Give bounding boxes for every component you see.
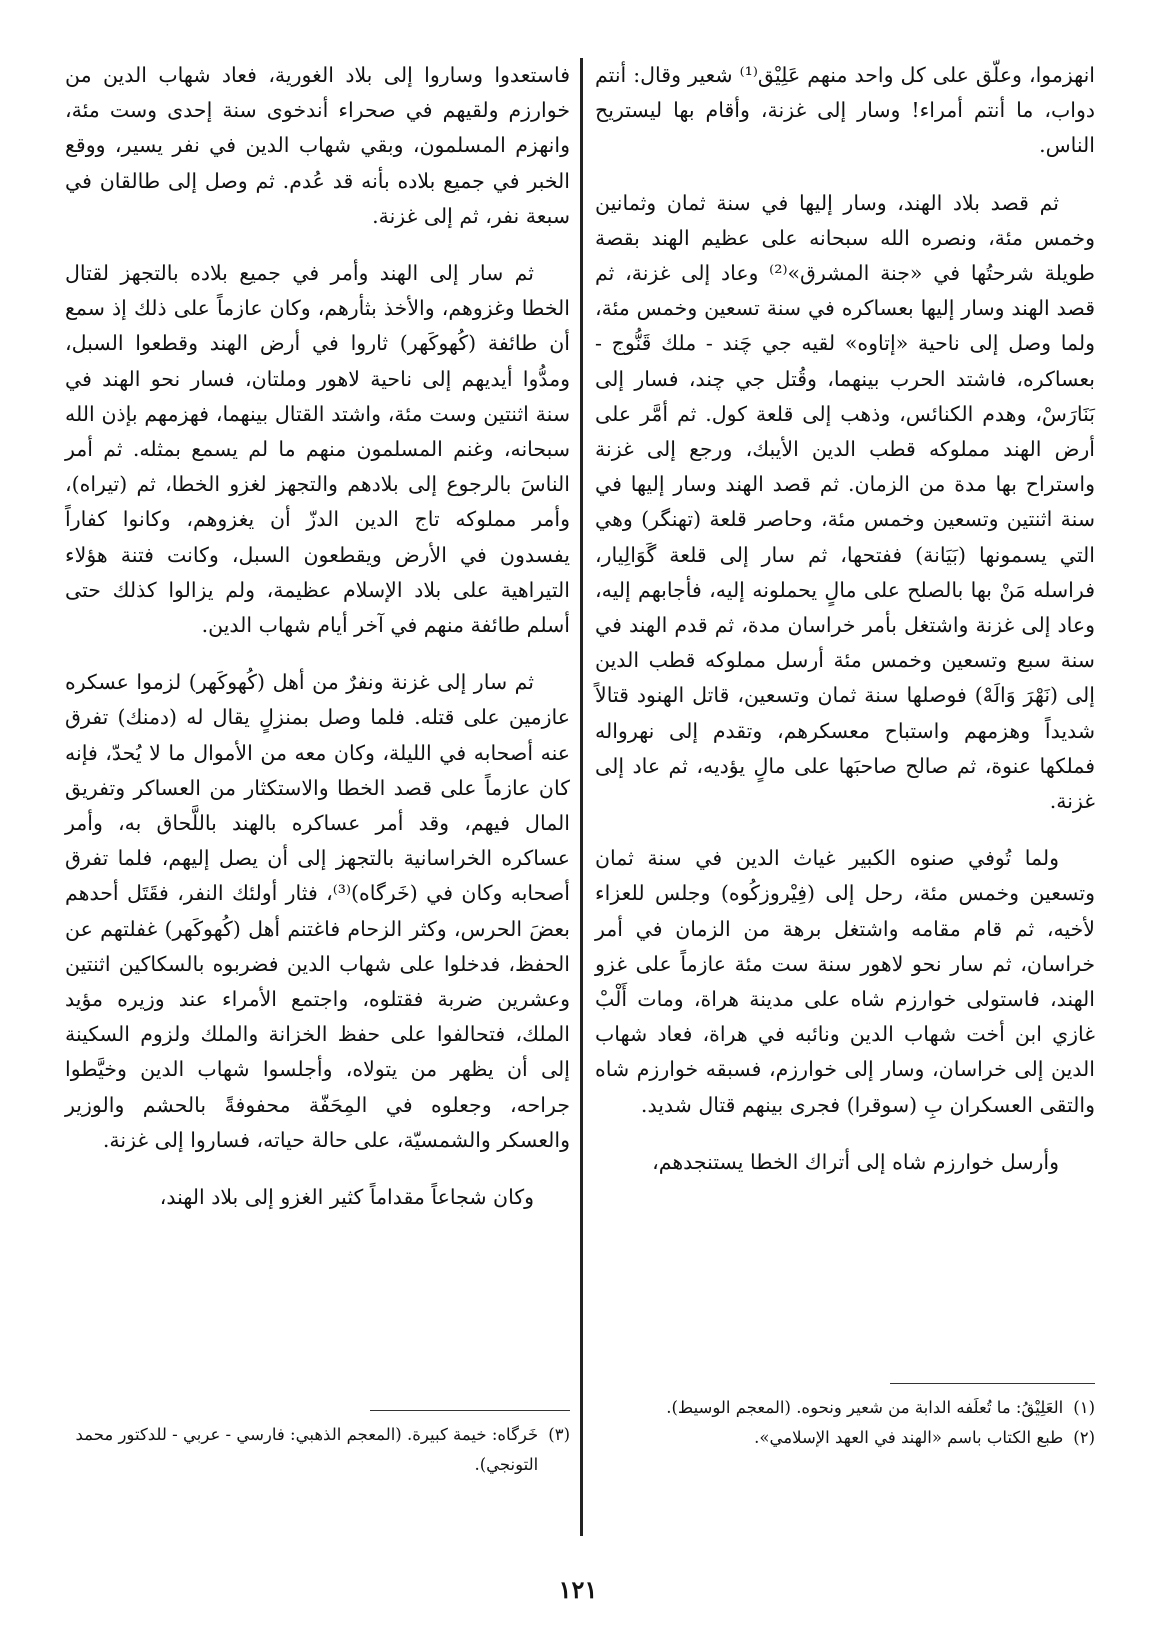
footnote (595, 1423, 1095, 1453)
footnotes-left (65, 1420, 570, 1480)
page-number: ١٢١ (558, 1575, 598, 1604)
footnote-number: (٣) (548, 1425, 570, 1444)
paragraph: وكان شجاعاً مقداماً كثير الغزو إلى بلاد الهند، (159, 1185, 534, 1210)
column-divider (580, 58, 583, 1536)
paragraph: ولما تُوفي صنوه الكبير غياث الدين في سنة ثمان وتسعين وخمس مئة، رحل إلى (فِيْروزكُوه) وجلس للعزاء لأخيه، ثم قام مقامه واشتغل برهة من الزمان في أمر خراسان، ثم سار نحو لاهور سنة ست مئة عازماً على غزو الهند، فاستولى خوارزم شاه على مدينة هراة، ومات أَلْبْ غازي ابن أخت شهاب الدين ونائبه في هراة، فعاد شهاب الدين إلى خراسان، وسار إلى خوارزم، فسبقه خوارزم شاه والتقى العسكران بِ (سوقرا) فجرى بينهم قتال شديد. (595, 846, 1095, 1117)
footnote (595, 1393, 1095, 1423)
paragraph: ثم قصد بلاد الهند، وسار إليها في سنة ثمان وثمانين وخمس مئة، ونصره الله سبحانه على عظيم الهند بقصة طويلة شرحتُها في «جنة المشرق»⁽²⁾ وعاد إلى غزنة، ثم قصد الهند وسار إليها بعساكره في سنة تسعين وخمس مئة، ولما وصل إلى ناحية «إتاوه» لقيه جي چَند - ملك قَنُّوج - بعساكره، فاشتد الحرب بينهما، وقُتل جي چند، فسار إلى بَنَارَسْ، وهدم الكنائس، وذهب إلى قلعة كول. ثم أمَّر على أرض الهند مملوكه قطب الدين الأيبك، ورجع إلى غزنة واستراح بها مدة من الزمان. ثم قصد الهند وسار إليها في سنة اثنتين وتسعين وخمس مئة، وحاصر قلعة (تهنگر) وهي التي يسمونها (بَيَانة) ففتحها، ثم سار إلى قلعة گَوَالِيار، فراسله مَنْ بها بالصلح على مالٍ يحملونه إليه، فأجابهم إليه، وعاد إلى غزنة واشتغل بأمر خراسان مدة، ثم قدم الهند في سنة سبع وتسعين وخمس مئة أرسل مملوكه قطب الدين إلى (نَهْرَ وَالَهْ) فوصلها سنة ثمان وتسعين، قاتل الهنود قتالاً شديداً وهزمهم واستباح معسكرهم، وتقدم إلى نهرواله فملكها عنوة، ثم صالح صاحبَها على مالٍ يؤديه، ثم عاد إلى غزنة. (595, 190, 1095, 814)
footnotes-right (595, 1393, 1095, 1453)
left-column (65, 58, 570, 1237)
paragraph: انهزموا، وعلّق على كل واحد منهم عَلِيْق⁽¹⁾ شعير وقال: أنتم دواب، ما أنتم أمراء! وسار إلى غزنة، وأقام بها ليستريح الناس. (595, 63, 1096, 158)
footnote-text: العَلِيْقُ: ما تُعلَفه الدابة من شعير ونحوه. (المعجم الوسيط). (666, 1398, 1064, 1417)
paragraph: وأرسل خوارزم شاه إلى أتراك الخطا يستنجدهم، (652, 1149, 1059, 1174)
paragraph: ثم سار إلى الهند وأمر في جميع بلاده بالتجهز لقتال الخطا وغزوهم، والأخذ بثأرهم، وكان عازماً على ذلك إذ سمع أن طائفة (كُهوكَهر) ثاروا في أرض الهند وقطعوا السبل، ومدُّوا أيديهم إلى ناحية لاهور وملتان، فسار نحو الهند في سنة اثنتين وست مئة، واشتد القتال بينهما، فهزمهم بإذن الله سبحانه، وغنم المسلمون منهم ما لم يسمع بمثله. ثم أمر الناسَ بالرجوع إلى بلادهم والتجهز لغزو الخطا، ثم (تيراه)، وأمر مملوكه تاج الدين الدزّ أن يغزوهم، وكانوا كفاراً يفسدون في الأرض ويقطعون السبل، وكانت فتنة هؤلاء التيراهية على بلاد الإسلام عظيمة، ولم يزالوا كذلك حتى أسلم طائفة منهم في آخر أيام شهاب الدين. (65, 261, 570, 638)
footnote-number: (١) (1073, 1398, 1095, 1417)
footnote-rule (370, 1410, 570, 1411)
footnote-rule (890, 1383, 1095, 1384)
footnote (65, 1420, 570, 1480)
footnote-text: طبع الكتاب باسم «الهند في العهد الإسلامي». (754, 1428, 1064, 1447)
footnote-number: (٢) (1073, 1428, 1095, 1447)
paragraph: فاستعدوا وساروا إلى بلاد الغورية، فعاد شهاب الدين من خوارزم ولقيهم في صحراء أندخوى سنة إحدى وست مئة، وانهزم المسلمون، وبقي شهاب الدين في نفر يسير، ووقع الخبر في جميع بلاده بأنه قد عُدم. ثم وصل إلى طالقان في سبعة نفر، ثم إلى غزنة. (65, 63, 570, 228)
right-column (595, 58, 1095, 1202)
footnote-text: خَرگاه: خيمة كبيرة. (المعجم الذهبي: فارسي - عربي - للدكتور محمد التونجي). (75, 1425, 539, 1474)
paragraph: ثم سار إلى غزنة ونفرٌ من أهل (كُهوكَهر) لزموا عسكره عازمين على قتله. فلما وصل بمنزلٍ يقال له (دمنك) تفرق عنه أصحابه في الليلة، وكان معه من الأموال ما لا يُحدّ، فإنه كان عازماً على قصد الخطا والاستكثار من العساكر وتفريق المال فيهم، وقد أمر عساكره بالهند باللَّحاق به، وأمر عساكره الخراسانية بالتجهز إلى أن يصل إليهم، فلما تفرق أصحابه وكان في (خَرگاه)⁽³⁾، فثار أولئك النفر، فقَتَل أحدهم بعضَ الحرس، وكثر الزحام فاغتنم أهل (كُهوكَهر) غفلتهم عن الحفظ، فدخلوا على شهاب الدين فضربوه بالسكاكين اثنتين وعشرين ضربة فقتلوه، واجتمع الأمراء عند وزيره مؤيد الملك، فتحالفوا على حفظ الخزانة والملك ولزوم السكينة إلى أن يظهر من يتولاه، وأجلسوا شهاب الدين وخيَّطوا جراحه، وجعلوه في المِحَفّة محفوفةً بالحشم والوزير والعسكر والشمسيّة، على حالة حياته، فساروا إلى غزنة. (65, 670, 570, 1152)
